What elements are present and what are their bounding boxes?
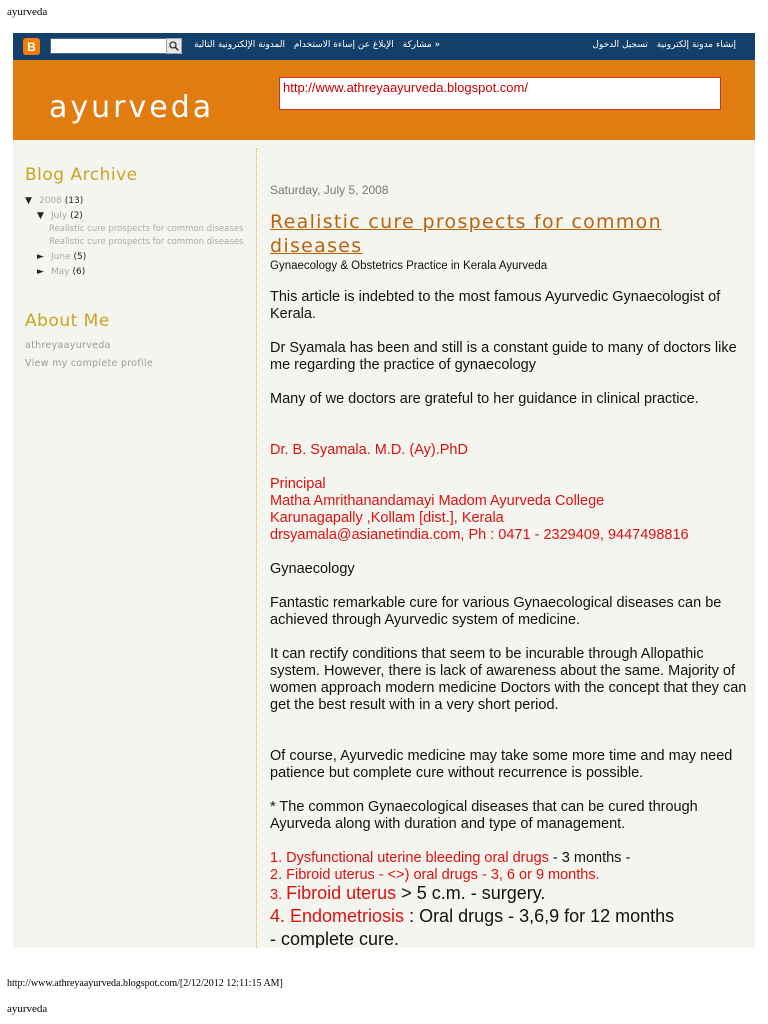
list-item: 2. Fibroid uterus - <>) oral drugs - 3, 6 or 9 months. [270, 867, 600, 883]
collapsed-triangle-icon[interactable]: ► [37, 267, 44, 277]
contact-line: Karunagapally ,Kollam [dist.], Kerala [270, 510, 504, 526]
sidebar-divider [256, 148, 257, 948]
about-heading: About Me [25, 311, 110, 331]
post-title[interactable]: Realistic cure prospects for common diseases [270, 211, 662, 257]
navbar-search-input[interactable] [50, 38, 182, 54]
archive-month-june[interactable]: ► June (5) [37, 252, 87, 262]
blog-title[interactable]: ayurveda [49, 90, 215, 125]
contact-email-phone[interactable]: drsyamala@asianetindia.com, Ph : 0471 - 2329409, 9447498816 [270, 527, 689, 543]
list-item: 3. Fibroid uterus > 5 c.m. - surgery. [270, 883, 546, 903]
blog-header [13, 60, 755, 140]
sidebar [13, 140, 256, 948]
navbar-left-links [191, 40, 443, 50]
post-date: Saturday, July 5, 2008 [270, 183, 389, 197]
search-button[interactable] [166, 38, 182, 54]
expanded-triangle-icon[interactable]: ▼ [25, 196, 32, 206]
section-heading: Gynaecology [270, 561, 355, 577]
post-subtitle: Gynaecology & Obstetrics Practice in Kerala Ayurveda [270, 260, 548, 272]
navbar-link-sign-in[interactable]: تسجيل الدخول [592, 40, 648, 50]
search-icon [169, 41, 179, 51]
post-paragraph: Many of we doctors are grateful to her guidance in clinical practice. [270, 391, 699, 407]
blogger-logo-icon[interactable]: B [23, 38, 40, 55]
navbar-link-create-blog[interactable]: إنشاء مدونة إلكترونية [656, 40, 736, 50]
list-item: - complete cure. [270, 929, 400, 948]
blog-description-box [279, 77, 721, 110]
archive-post-link[interactable]: Realistic cure prospects for common diseases [49, 224, 244, 234]
archive-year-2008[interactable]: ▼ 2008 (13) [25, 196, 84, 206]
contact-line: Principal [270, 476, 326, 492]
post-paragraph: Fantastic remarkable cure for various Gynaecological diseases can be achieved through Ayurvedic system of medicine. [270, 595, 722, 628]
archive-post-link[interactable]: Realistic cure prospects for common diseases [49, 237, 244, 247]
profile-link[interactable]: View my complete profile [25, 358, 154, 369]
expanded-triangle-icon[interactable]: ▼ [37, 211, 44, 221]
main-content [270, 140, 750, 948]
archive-heading: Blog Archive [25, 165, 138, 185]
print-header-title: ayurveda [7, 6, 48, 18]
post-paragraph: This article is indebted to the most famous Ayurvedic Gynaecologist of Kerala. [270, 289, 721, 322]
post-paragraph: It can rectify conditions that seem to be incurable through Allopathic system. However, there is lack of awareness about the same. Majority of women approach modern medicine Doctors with the concept that they can get the best result with in a very short period. [270, 646, 747, 713]
blogger-navbar [13, 33, 755, 60]
about-name: athreyaayurveda [25, 340, 111, 351]
post-paragraph: Of course, Ayurvedic medicine may take some more time and may need patience but complete cure without recurrence is possible. [270, 748, 733, 781]
print-footer-url: http://www.athreyaayurveda.blogspot.com/[2/12/2012 12:11:15 AM] [7, 978, 283, 989]
post-paragraph: * The common Gynaecological diseases that can be cured through Ayurveda along with duration and type of management. [270, 799, 698, 832]
archive-month-may[interactable]: ► May (6) [37, 267, 86, 277]
doctor-name: Dr. B. Syamala. M.D. (Ay).PhD [270, 442, 468, 458]
collapsed-triangle-icon[interactable]: ► [37, 252, 44, 262]
contact-line: Matha Amrithanandamayi Madom Ayurveda College [270, 493, 605, 509]
navbar-link-next-blog[interactable]: المدونة الإلكترونية التالية [194, 40, 285, 50]
blog-page [13, 33, 755, 948]
archive-month-july[interactable]: ▼ July (2) [37, 211, 83, 221]
list-item: 4. Endometriosis : Oral drugs - 3,6,9 for 12 months [270, 906, 675, 926]
navbar-link-report-abuse[interactable]: الإبلاغ عن إساءة الاستخدام [293, 40, 394, 50]
navbar-link-share[interactable]: « مشاركة [402, 40, 441, 50]
navbar-right-links [589, 40, 739, 50]
blog-description: http://www.athreyaayurveda.blogspot.com/ [283, 80, 528, 95]
print-footer-title: ayurveda [7, 1003, 48, 1015]
list-item: 1. Dysfunctional uterine bleeding oral drugs - 3 months - [270, 850, 631, 866]
post-paragraph: Dr Syamala has been and still is a constant guide to many of doctors like me regarding the practice of gynaecology [270, 340, 737, 373]
